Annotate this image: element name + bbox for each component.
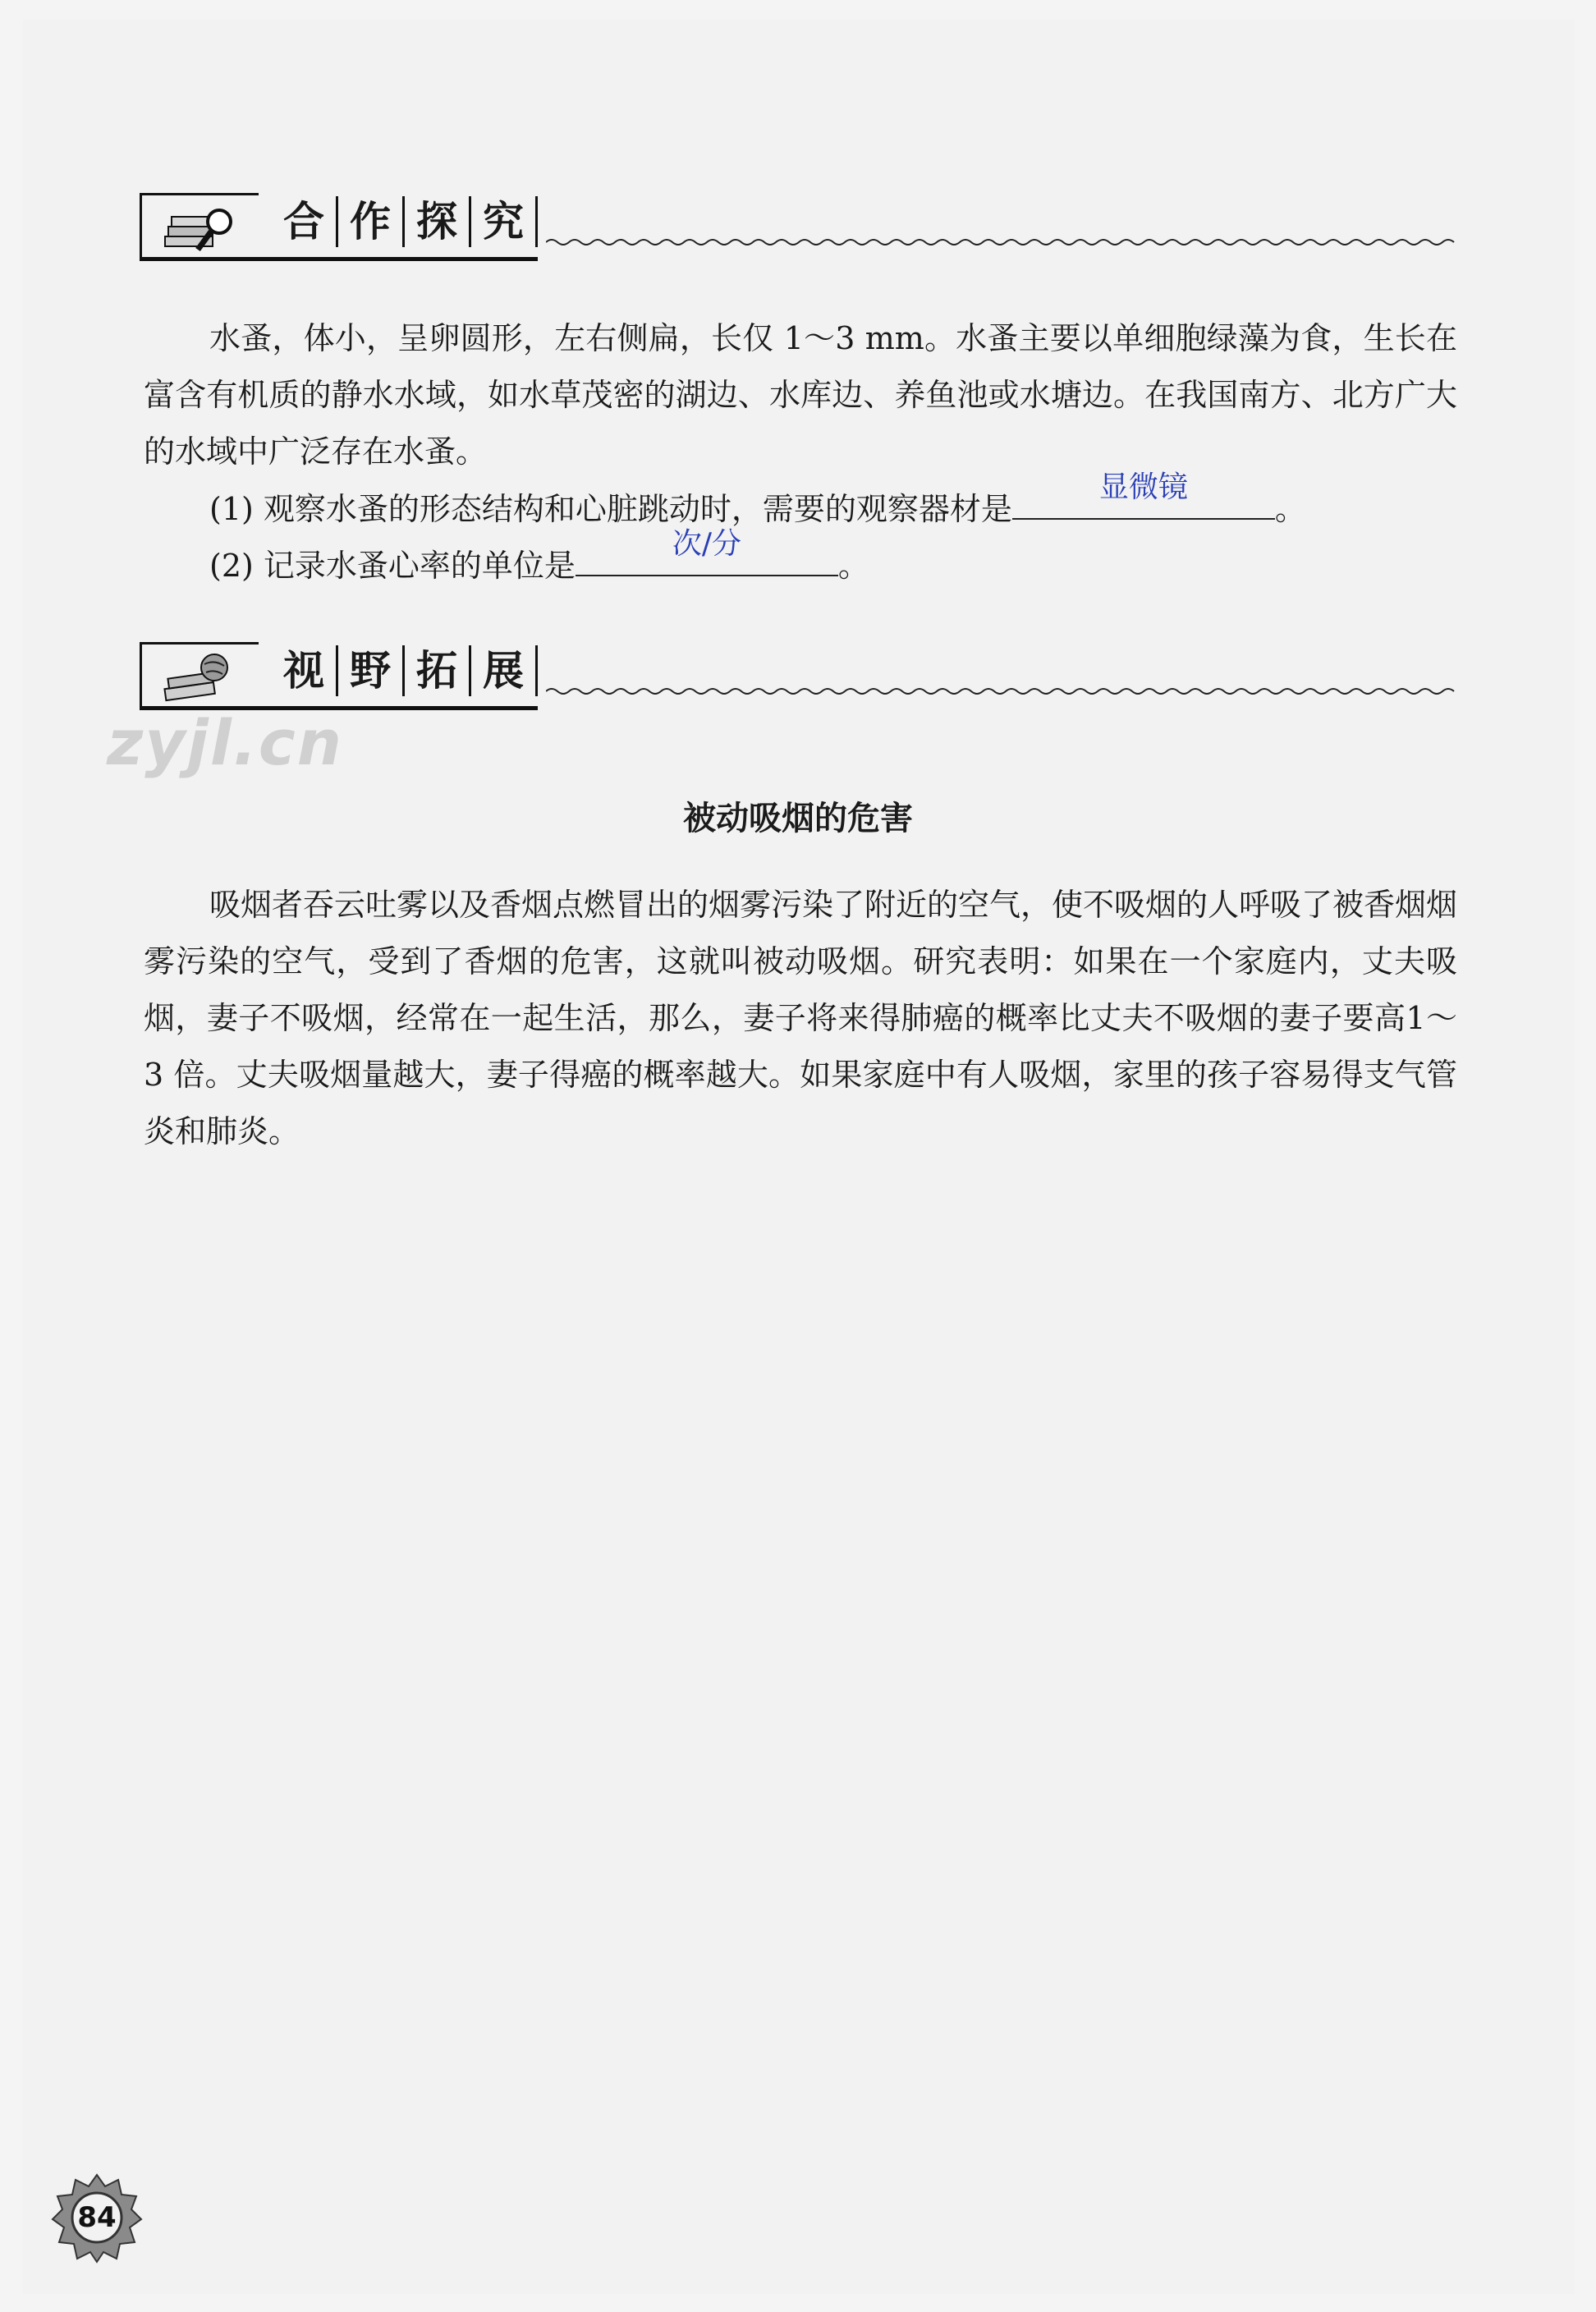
section-title [283,193,538,250]
section-icon-frame [140,193,259,259]
answer-blank[interactable] [1012,470,1275,520]
page-number: 84 [77,2201,117,2234]
title-char: 拓 [405,645,471,696]
question-suffix: 。 [837,548,869,584]
wavy-divider [546,683,1457,700]
section-icon-frame [140,642,259,709]
section-title [283,642,538,700]
title-char: 展 [471,645,538,696]
answer-blank[interactable] [576,527,838,576]
page-number-badge [51,2172,143,2264]
question-text: (2) 记录水蚤心率的单位是 [209,548,576,584]
section-header-cooperative-inquiry [140,185,1461,263]
globe-books-icon [160,649,242,707]
intro-paragraph: 水蚤，体小，呈卵圆形，左右侧扁，长仅 1～3 mm。水蚤主要以单细胞绿藻为食，生长在富含有机质的静水水域，如水草茂密的湖边、水库边、养鱼池或水塘边。在我国南方、北方广大的水域中广泛存在水蚤。 [144,320,1457,470]
books-magnifier-icon [160,200,242,258]
title-char: 作 [338,196,405,247]
section-underline [140,257,538,261]
article-paragraph: 吸烟者吞云吐雾以及香烟点燃冒出的烟雾污染了附近的空气，使不吸烟的人呼吸了被香烟烟雾污染的空气，受到了香烟的危害，这就叫被动吸烟。研究表明：如果在一个家庭内，丈夫吸烟，妻子不吸烟，经常在一起生活，那么，妻子将来得肺癌的概率比丈夫不吸烟的妻子要高1～3 倍。丈夫吸烟量越大，妻子得癌的概率越大。如果家庭中有人吸烟，家里的孩子容易得支气管炎和肺炎。 [144,887,1458,1149]
watermark: zyjl.cn [107,706,343,779]
handwritten-answer: 显微镜 [1098,470,1188,504]
section-header-field-expansion [140,634,1461,712]
title-char: 视 [283,645,338,696]
handwritten-answer: 次/分 [672,527,741,561]
question-suffix: 。 [1274,491,1306,527]
question-text: (1) 观察水蚤的形态结构和心脏跳动时，需要的观察器材是 [209,491,1012,527]
title-char: 探 [405,196,471,247]
wavy-divider [546,234,1457,250]
title-char: 究 [471,196,538,247]
question-2 [209,527,869,594]
article-title: 被动吸烟的危害 [683,800,913,837]
title-char: 合 [283,196,338,247]
title-char: 野 [338,645,405,696]
